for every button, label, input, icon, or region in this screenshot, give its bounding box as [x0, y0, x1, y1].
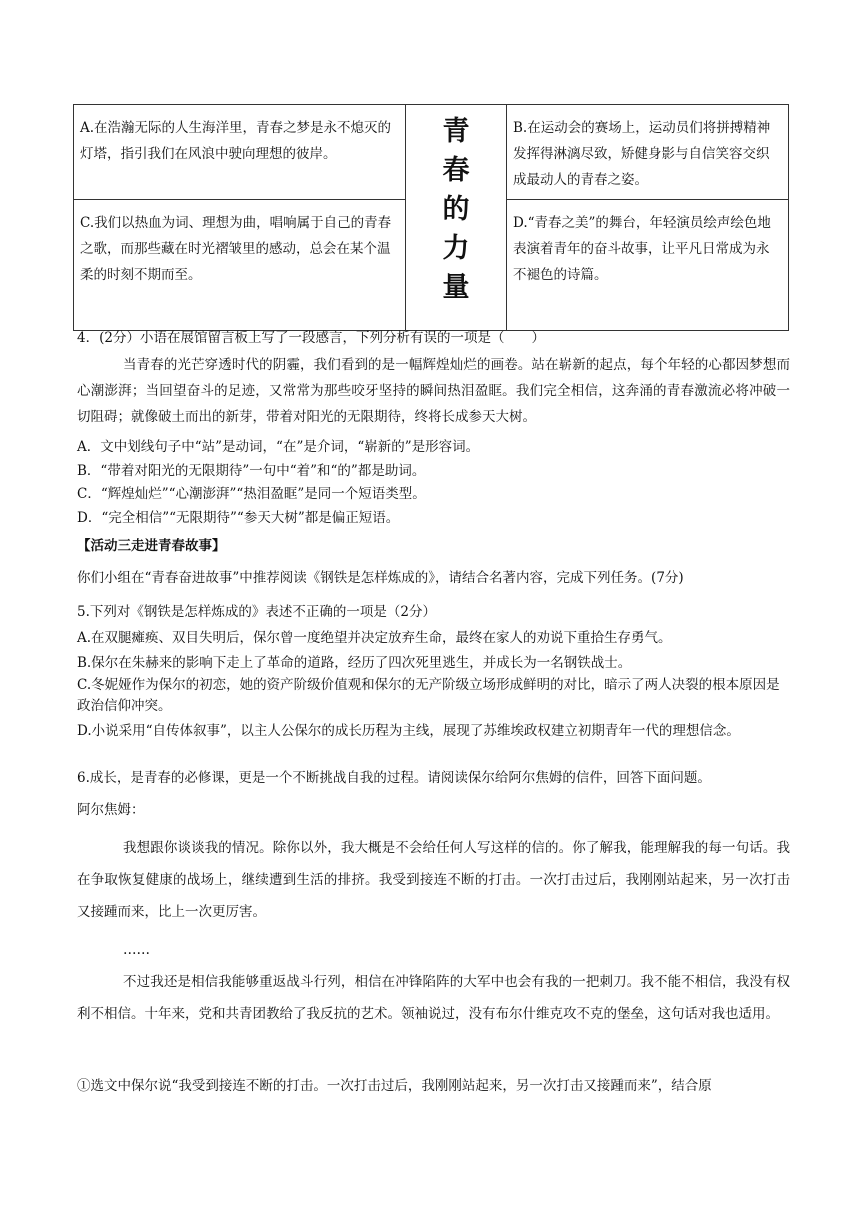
question-4-option-a: A．文中划线句子中“站”是动词，“在”是介词，“崭新的”是形容词。	[77, 439, 480, 455]
question-4-option-c: C．“辉煌灿烂”“心潮澎湃”“热泪盈眶”是同一个短语类型。	[77, 486, 426, 502]
title-char: 青	[442, 116, 470, 147]
option-cell-d: D.“青春之美”的舞台，年轻演员绘声绘色地表演着青年的奋斗故事，让平凡日常成为永不褪色的诗篇。	[507, 200, 789, 331]
question-5-stem: 5.下列对《钢铁是怎样炼成的》表述不正确的一项是（2分）	[77, 604, 436, 620]
question-5-option-a: A.在双腿瘫痪、双目失明后，保尔曾一度绝望并决定放弃生命，最终在家人的劝说下重拾生存勇气。	[77, 630, 672, 646]
letter-ellipsis: ……	[123, 942, 150, 958]
option-cell-c: C.我们以热血为词、理想为曲，唱响属于自己的青春之歌，而那些藏在时光褶皱里的感动，总会在某个温柔的时刻不期而至。	[74, 200, 406, 331]
option-cell-a: A.在浩瀚无际的人生海洋里，青春之梦是永不熄灭的灯塔，指引我们在风浪中驶向理想的彼岸。	[74, 105, 406, 200]
question-5-option-b: B.保尔在朱赫来的影响下走上了革命的道路，经历了四次死里逃生，并成长为一名钢铁战士。	[77, 655, 632, 671]
title-char: 的	[442, 194, 470, 225]
question-6-stem: 6.成长，是青春的必修课，更是一个不断挑战自我的过程。请阅读保尔给阿尔焦姆的信件，回答下面问题。	[77, 770, 711, 786]
letter-paragraph-1: 我想跟你谈谈我的情况。除你以外，我大概是不会给任何人写这样的信的。你了解我，能理解我的每一句话。我在争取恢复健康的战场上，继续遭到生活的排挤。我受到接连不断的打击。一次打击过后，我刚刚站起来，另一次打击又接踵而来，比上一次更厉害。	[77, 840, 790, 920]
activity-3-heading: 【活动三走进青春故事】	[77, 538, 226, 554]
letter-paragraph-2: 不过我还是相信我能够重返战斗行列，相信在冲锋陷阵的大军中也会有我的一把刺刀。我不能不相信，我没有权利不相信。十年来，党和共青团教给了我反抗的艺术。领袖说过，没有布尔什维克攻不克的堡垒，这句话对我也适用。	[77, 974, 790, 1022]
letter-salutation: 阿尔焦姆：	[77, 802, 145, 818]
options-table	[73, 104, 789, 331]
question-4-option-b: B．“带着对阳光的无限期待”一句中“着”和“的”都是助词。	[77, 463, 426, 479]
question-4-passage: 当青春的光芒穿透时代的阴霾，我们看到的是一幅辉煌灿烂的画卷。站在崭新的起点，每个年轻的心都因梦想而心潮澎湃；当回望奋斗的足迹，又常常为那些咬牙坚持的瞬间热泪盈眶。我们完全相信，这奔涌的青春激流必将冲破一切阻碍；就像破土而出的新芽，带着对阳光的无限期待，终将长成参天大树。	[77, 357, 790, 425]
title-char: 量	[442, 272, 470, 303]
title-char: 力	[442, 233, 470, 264]
question-5-option-d: D.小说采用“自传体叙事”，以主人公保尔的成长历程为主线，展现了苏维埃政权建立初期青年一代的理想信念。	[77, 723, 740, 739]
question-6-sub-1: ①选文中保尔说“我受到接连不断的打击。一次打击过后，我刚刚站起来，另一次打击又接踵而来”，结合原	[77, 1078, 712, 1094]
vertical-title	[406, 105, 507, 331]
question-5-option-c: C.冬妮娅作为保尔的初恋，她的资产阶级价值观和保尔的无产阶级立场形成鲜明的对比，暗示了两人决裂的根本原因是政治信仰冲突。	[77, 677, 780, 714]
activity-3-intro: 你们小组在“青春奋进故事”中推荐阅读《钢铁是怎样炼成的》，请结合名著内容，完成下列任务。(7分)	[77, 570, 684, 586]
option-cell-b: B.在运动会的赛场上，运动员们将拼搏精神发挥得淋漓尽致，矫健身影与自信笑容交织成最动人的青春之姿。	[507, 105, 789, 200]
question-4-option-d: D．“完全相信”“无限期待”“参天大树”都是偏正短语。	[77, 510, 400, 526]
question-4-stem: 4．(2分）小语在展馆留言板上写了一段感言，下列分析有误的一项是（ ）	[77, 330, 545, 346]
title-char: 春	[442, 155, 470, 186]
